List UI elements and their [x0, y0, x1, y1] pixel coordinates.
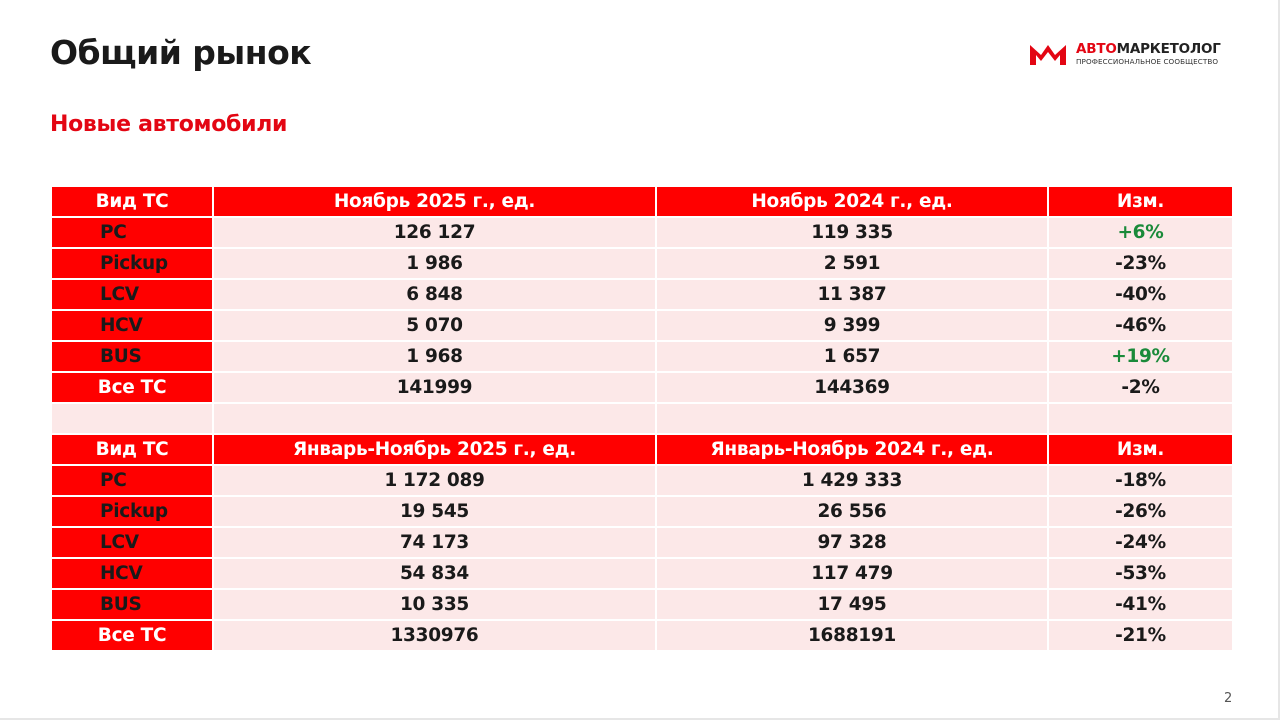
value-cell: 11 387 [656, 279, 1048, 310]
value-cell: 6 848 [213, 279, 656, 310]
change-cell: -18% [1048, 465, 1233, 496]
value-cell: 10 335 [213, 589, 656, 620]
page-title: Общий рынок [50, 33, 312, 72]
logo-wordmark [1076, 42, 1221, 57]
value-cell: 117 479 [656, 558, 1048, 589]
table-row [51, 465, 1233, 496]
logo-name-dark: МАРКЕТОЛОГ [1116, 40, 1221, 57]
row-label: LCV [51, 279, 213, 310]
value-cell: 141999 [213, 372, 656, 403]
row-label: Все ТС [51, 372, 213, 403]
table-row [51, 279, 1233, 310]
value-cell: 1330976 [213, 620, 656, 651]
value-cell: 54 834 [213, 558, 656, 589]
row-label: HCV [51, 558, 213, 589]
value-cell: 1 172 089 [213, 465, 656, 496]
header-cell: Вид ТС [51, 434, 213, 465]
header-cell: Ноябрь 2025 г., ед. [213, 186, 656, 217]
table-spacer-row [51, 403, 1233, 434]
table-total-row [51, 372, 1233, 403]
header-cell: Изм. [1048, 434, 1233, 465]
logo-mark-icon [1028, 41, 1068, 67]
change-cell: -21% [1048, 620, 1233, 651]
header-cell: Январь-Ноябрь 2024 г., ед. [656, 434, 1048, 465]
table-row [51, 558, 1233, 589]
change-cell: -2% [1048, 372, 1233, 403]
change-cell: +19% [1048, 341, 1233, 372]
value-cell: 5 070 [213, 310, 656, 341]
change-cell: -41% [1048, 589, 1233, 620]
table-row [51, 248, 1233, 279]
table-row [51, 496, 1233, 527]
brand-logo [1028, 40, 1221, 68]
row-label: Pickup [51, 248, 213, 279]
value-cell: 1 657 [656, 341, 1048, 372]
value-cell: 9 399 [656, 310, 1048, 341]
header-cell: Вид ТС [51, 186, 213, 217]
row-label: PC [51, 217, 213, 248]
header-cell: Изм. [1048, 186, 1233, 217]
table-header-row [51, 434, 1233, 465]
row-label: HCV [51, 310, 213, 341]
header-cell: Январь-Ноябрь 2025 г., ед. [213, 434, 656, 465]
change-cell: -46% [1048, 310, 1233, 341]
table-row [51, 341, 1233, 372]
change-cell: -53% [1048, 558, 1233, 589]
table-row [51, 217, 1233, 248]
change-cell: -40% [1048, 279, 1233, 310]
value-cell: 1688191 [656, 620, 1048, 651]
value-cell: 1 968 [213, 341, 656, 372]
value-cell: 126 127 [213, 217, 656, 248]
section-subtitle: Новые автомобили [50, 112, 288, 137]
value-cell: 19 545 [213, 496, 656, 527]
logo-name-red: АВТО [1076, 40, 1117, 57]
value-cell: 144369 [656, 372, 1048, 403]
value-cell: 119 335 [656, 217, 1048, 248]
value-cell: 17 495 [656, 589, 1048, 620]
change-cell: +6% [1048, 217, 1233, 248]
table-row [51, 310, 1233, 341]
header-cell: Ноябрь 2024 г., ед. [656, 186, 1048, 217]
value-cell: 1 429 333 [656, 465, 1048, 496]
row-label: BUS [51, 589, 213, 620]
change-cell: -23% [1048, 248, 1233, 279]
value-cell: 2 591 [656, 248, 1048, 279]
row-label: BUS [51, 341, 213, 372]
row-label: Все ТС [51, 620, 213, 651]
value-cell: 1 986 [213, 248, 656, 279]
logo-tagline: ПРОФЕССИОНАЛЬНОЕ СООБЩЕСТВО [1076, 56, 1219, 66]
table-row [51, 589, 1233, 620]
change-cell: -24% [1048, 527, 1233, 558]
row-label: Pickup [51, 496, 213, 527]
row-label: LCV [51, 527, 213, 558]
sales-table [50, 185, 1234, 652]
table-header-row [51, 186, 1233, 217]
change-cell: -26% [1048, 496, 1233, 527]
table-total-row [51, 620, 1233, 651]
row-label: PC [51, 465, 213, 496]
value-cell: 26 556 [656, 496, 1048, 527]
value-cell: 74 173 [213, 527, 656, 558]
value-cell: 97 328 [656, 527, 1048, 558]
table-row [51, 527, 1233, 558]
page-number: 2 [1224, 691, 1233, 706]
